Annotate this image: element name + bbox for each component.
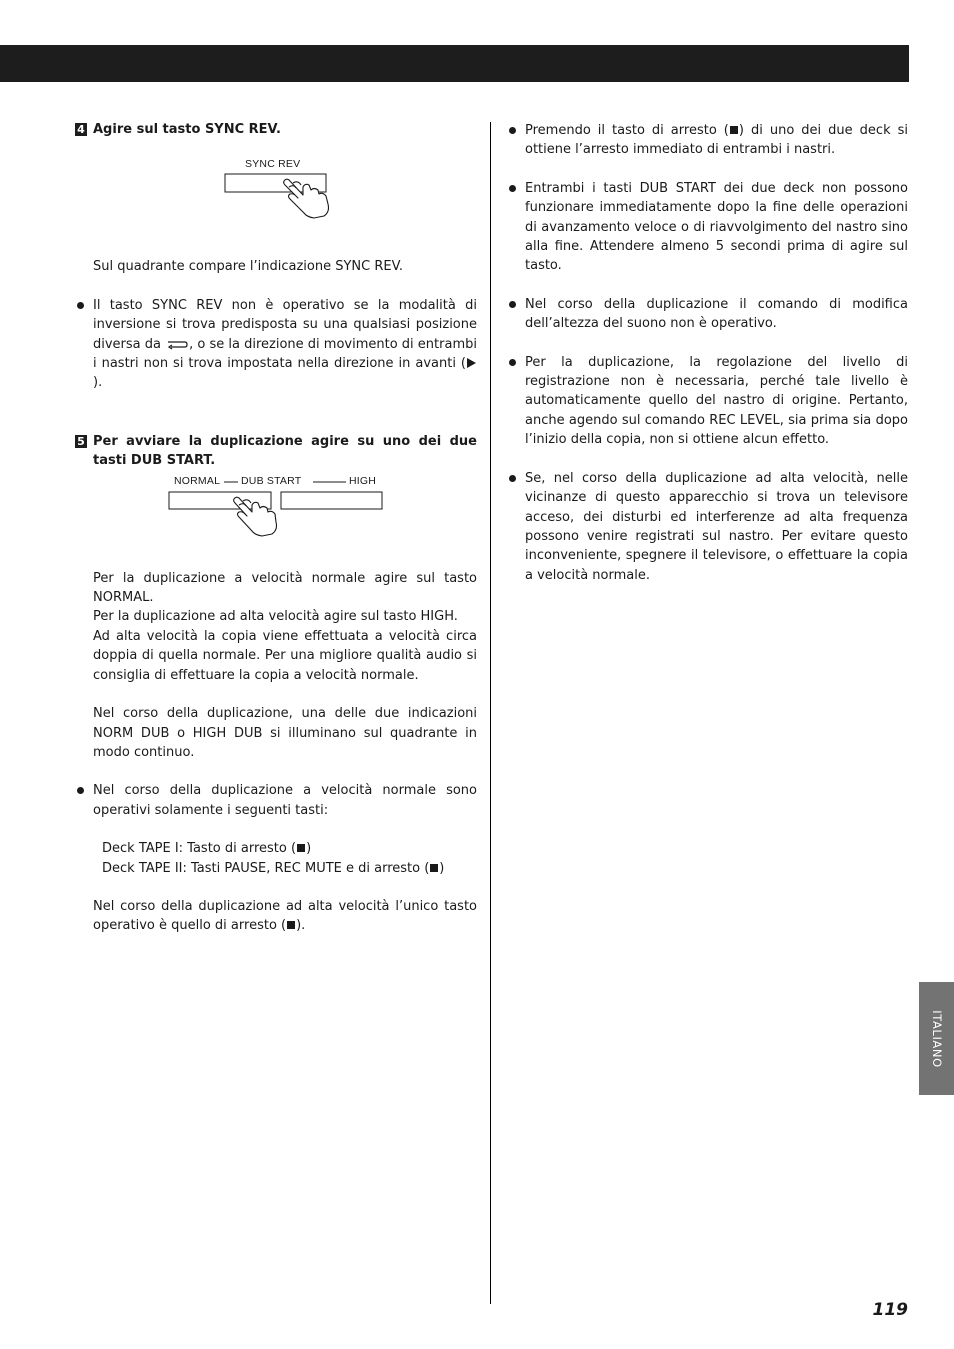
- sync-rev-button-illustration: [224, 157, 334, 221]
- normal-label: NORMAL: [174, 475, 221, 487]
- pitch-control-bullet: Nel corso della duplicazione il comando di modifica dell’altezza del suono non è operativo.: [508, 295, 908, 334]
- step-4-heading: [75, 120, 477, 139]
- high-speed-stop-note: Nel corso della duplicazione ad alta velocità l’unico tasto operativo è quello di arresto ( ).: [93, 898, 477, 934]
- header-bar: [0, 45, 909, 82]
- bullet-dot: [509, 127, 516, 134]
- operative-keys-bullet: Nel corso della duplicazione a velocità normale sono operativi solamente i seguenti tasti:: [75, 781, 477, 820]
- rec-level-bullet: Per la duplicazione, la regolazione del livello di registrazione non è necessaria, perché tale livello è automaticamente quello del nastro di origine. Pertanto, anche agendo sul comando REC LEVEL, sia prima sia dopo l’inizio della copia, non si ottiene alcun effetto.: [508, 353, 908, 450]
- sync-rev-bullet: Il tasto SYNC REV non è operativo se la modalità di inversione si trova predisposta su una qualsiasi posizione diversa da , o se la direzione di movimento di entrambi i nastri non si trova impostata nella direzione in avanti ().: [75, 296, 477, 393]
- deck-tape-2-keys: Deck TAPE II: Tasti PAUSE, REC MUTE e di arresto ( ): [102, 860, 445, 876]
- stop-icon: [287, 921, 295, 929]
- high-button: [281, 492, 382, 509]
- dub-indicator-note: Nel corso della duplicazione, una delle due indicazioni NORM DUB o HIGH DUB si illuminano sul quadrante in modo continuo.: [93, 706, 477, 760]
- stop-icon: [430, 864, 438, 872]
- stop-both-decks-bullet: Premendo il tasto di arresto ( ) di uno dei due deck si ottiene l’arresto immediato di entrambi i nastri.: [508, 121, 908, 160]
- bullet-dot: [77, 302, 84, 309]
- dub-start-figure: [166, 474, 386, 544]
- sync-rev-figure: [224, 157, 334, 221]
- high-speed-note: Per la duplicazione ad alta velocità agire sul tasto HIGH.: [93, 609, 458, 625]
- deck-tape-1-keys: Deck TAPE I: Tasto di arresto ( ): [102, 841, 312, 857]
- stop-icon: [730, 126, 738, 134]
- sync-rev-label: SYNC REV: [245, 158, 301, 170]
- stop-icon: [297, 844, 305, 852]
- bullet-dot: [509, 301, 516, 308]
- language-tab-label: ITALIANO: [929, 1009, 944, 1068]
- tv-interference-bullet: Se, nel corso della duplicazione ad alta velocità, nelle vicinanze di questo apparecchio si trova un televisore acceso, dei disturbi ed interferenze ad alta frequenza possono venire registrati sul nastro. Per evitare questo inconveniente, spegnere il televisore, o effettuare la copia a velocità normale.: [508, 469, 908, 585]
- dub-start-buttons-illustration: [166, 474, 386, 544]
- page-number: 119: [872, 1300, 908, 1320]
- step-number-4: 4: [75, 123, 87, 136]
- bullet-dot: [509, 185, 516, 192]
- column-divider: [490, 122, 491, 1304]
- language-tab: [919, 982, 954, 1095]
- dub-start-label: DUB START: [241, 475, 302, 487]
- right-column: [508, 121, 908, 585]
- play-forward-icon: [467, 358, 476, 368]
- normal-speed-note: Per la duplicazione a velocità normale agire sul tasto NORMAL.: [93, 570, 477, 606]
- bullet-dot: [77, 787, 84, 794]
- step-5-heading: [75, 432, 477, 471]
- bullet-dot: [509, 475, 516, 482]
- reverse-mode-icon: [166, 339, 188, 350]
- step-4-title: Agire sul tasto SYNC REV.: [93, 122, 281, 137]
- high-label: HIGH: [349, 475, 377, 487]
- sync-rev-display-note: Sul quadrante compare l’indicazione SYNC REV.: [93, 259, 403, 275]
- step-5-title: Per avviare la duplicazione agire su uno dei due tasti DUB START.: [93, 433, 477, 469]
- high-speed-quality-note: Ad alta velocità la copia viene effettuata a velocità circa doppia di quella normale. Per una migliore qualità audio si consiglia di effettuare la copia a velocità normale.: [93, 628, 477, 683]
- step-number-5: 5: [75, 435, 87, 448]
- bullet-dot: [509, 359, 516, 366]
- dub-start-delay-bullet: Entrambi i tasti DUB START dei due deck non possono funzionare immediatamente dopo la fine delle operazioni di avanzamento veloce o di riavvolgimento del nastro sino alla fine. Attendere almeno 5 secondi prima di agire sul tasto.: [508, 179, 908, 276]
